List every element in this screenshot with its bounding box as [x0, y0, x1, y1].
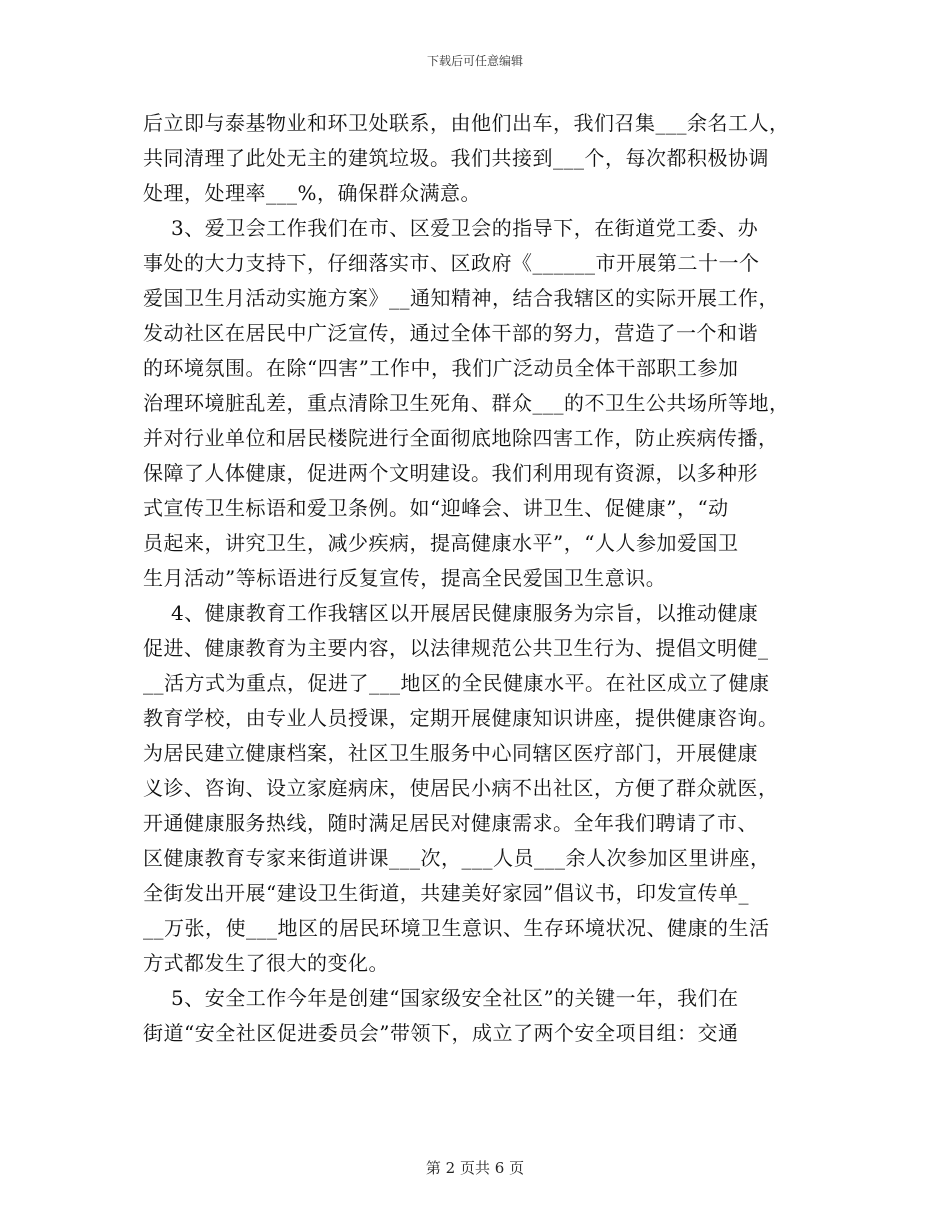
text-line: 方式都发生了很大的变化。 — [143, 951, 389, 975]
text-line: 区健康教育专家来街道讲课___次，___人员___余人次参加区里讲座， — [143, 846, 771, 870]
text-line: 生月活动”等标语进行反复宣传，提高全民爱国卫生意识。 — [143, 566, 667, 590]
text-line: 为居民建立健康档案，社区卫生服务中心同辖区医疗部门，开展健康 — [143, 741, 758, 765]
text-line: 4、健康教育工作我辖区以开展居民健康服务为宗旨，以推动健康 — [171, 601, 759, 625]
text-line: 5、安全工作今年是创建“国家级安全社区”的关键一年，我们在 — [171, 986, 739, 1010]
text-line: 保障了人体健康，促进两个文明建设。我们利用现有资源，以多种形 — [143, 461, 758, 485]
text-line: __万张，使___地区的居民环境卫生意识、生存环境状况、健康的生活 — [143, 916, 770, 940]
text-line: 义诊、咨询、设立家庭病床，使居民小病不出社区，方便了群众就医， — [143, 776, 779, 800]
text-line: 事处的大力支持下，仔细落实市、区政府《______市开展第二十一个 — [143, 251, 760, 275]
text-line: 并对行业单位和居民楼院进行全面彻底地除四害工作，防止疾病传播， — [143, 426, 779, 450]
text-line: 全街发出开展“建设卫生街道，共建美好家园”倡议书，印发宣传单_ — [143, 881, 749, 905]
text-line: 发动社区在居民中广泛宣传，通过全体干部的努力，营造了一个和谐 — [143, 321, 758, 345]
text-line: 教育学校，由专业人员授课，定期开展健康知识讲座，提供健康咨询。 — [143, 706, 779, 730]
text-line: 的环境氛围。在除“四害”工作中，我们广泛动员全体干部职工参加 — [143, 356, 739, 380]
page-footer: 第 2 页共 6 页 — [425, 1159, 525, 1177]
text-line: 促进、健康教育为主要内容，以法律规范公共卫生行为、提倡文明健_ — [143, 636, 769, 660]
text-line: 员起来，讲究卫生，减少疾病，提高健康水平”，“人人参加爱国卫 — [143, 531, 739, 555]
text-line: __活方式为重点，促进了___地区的全民健康水平。在社区成立了健康 — [143, 671, 770, 695]
page-header: 下载后可任意编辑 — [426, 54, 523, 68]
text-line: 3、爱卫会工作我们在市、区爱卫会的指导下，在街道党工委、办 — [171, 216, 759, 240]
text-line: 开通健康服务热线，随时满足居民对健康需求。全年我们聘请了市、 — [143, 811, 758, 835]
text-line: 后立即与泰基物业和环卫处联系，由他们出车，我们召集___余名工人， — [143, 111, 790, 135]
text-line: 共同清理了此处无主的建筑垃圾。我们共接到___个，每次都积极协调 — [143, 146, 769, 170]
text-line: 式宣传卫生标语和爱卫条例。如“迎峰会、讲卫生、促健康”，“动 — [143, 496, 729, 520]
text-line: 爱国卫生月活动实施方案》__通知精神，结合我辖区的实际开展工作， — [143, 286, 779, 310]
text-line: 处理，处理率___%，确保群众满意。 — [143, 181, 482, 205]
body-text — [143, 106, 813, 1051]
text-line: 治理环境脏乱差，重点清除卫生死角、群众___的不卫生公共场所等地， — [143, 391, 790, 415]
text-line: 街道“安全社区促进委员会”带领下，成立了两个安全项目组：交通 — [143, 1021, 739, 1045]
